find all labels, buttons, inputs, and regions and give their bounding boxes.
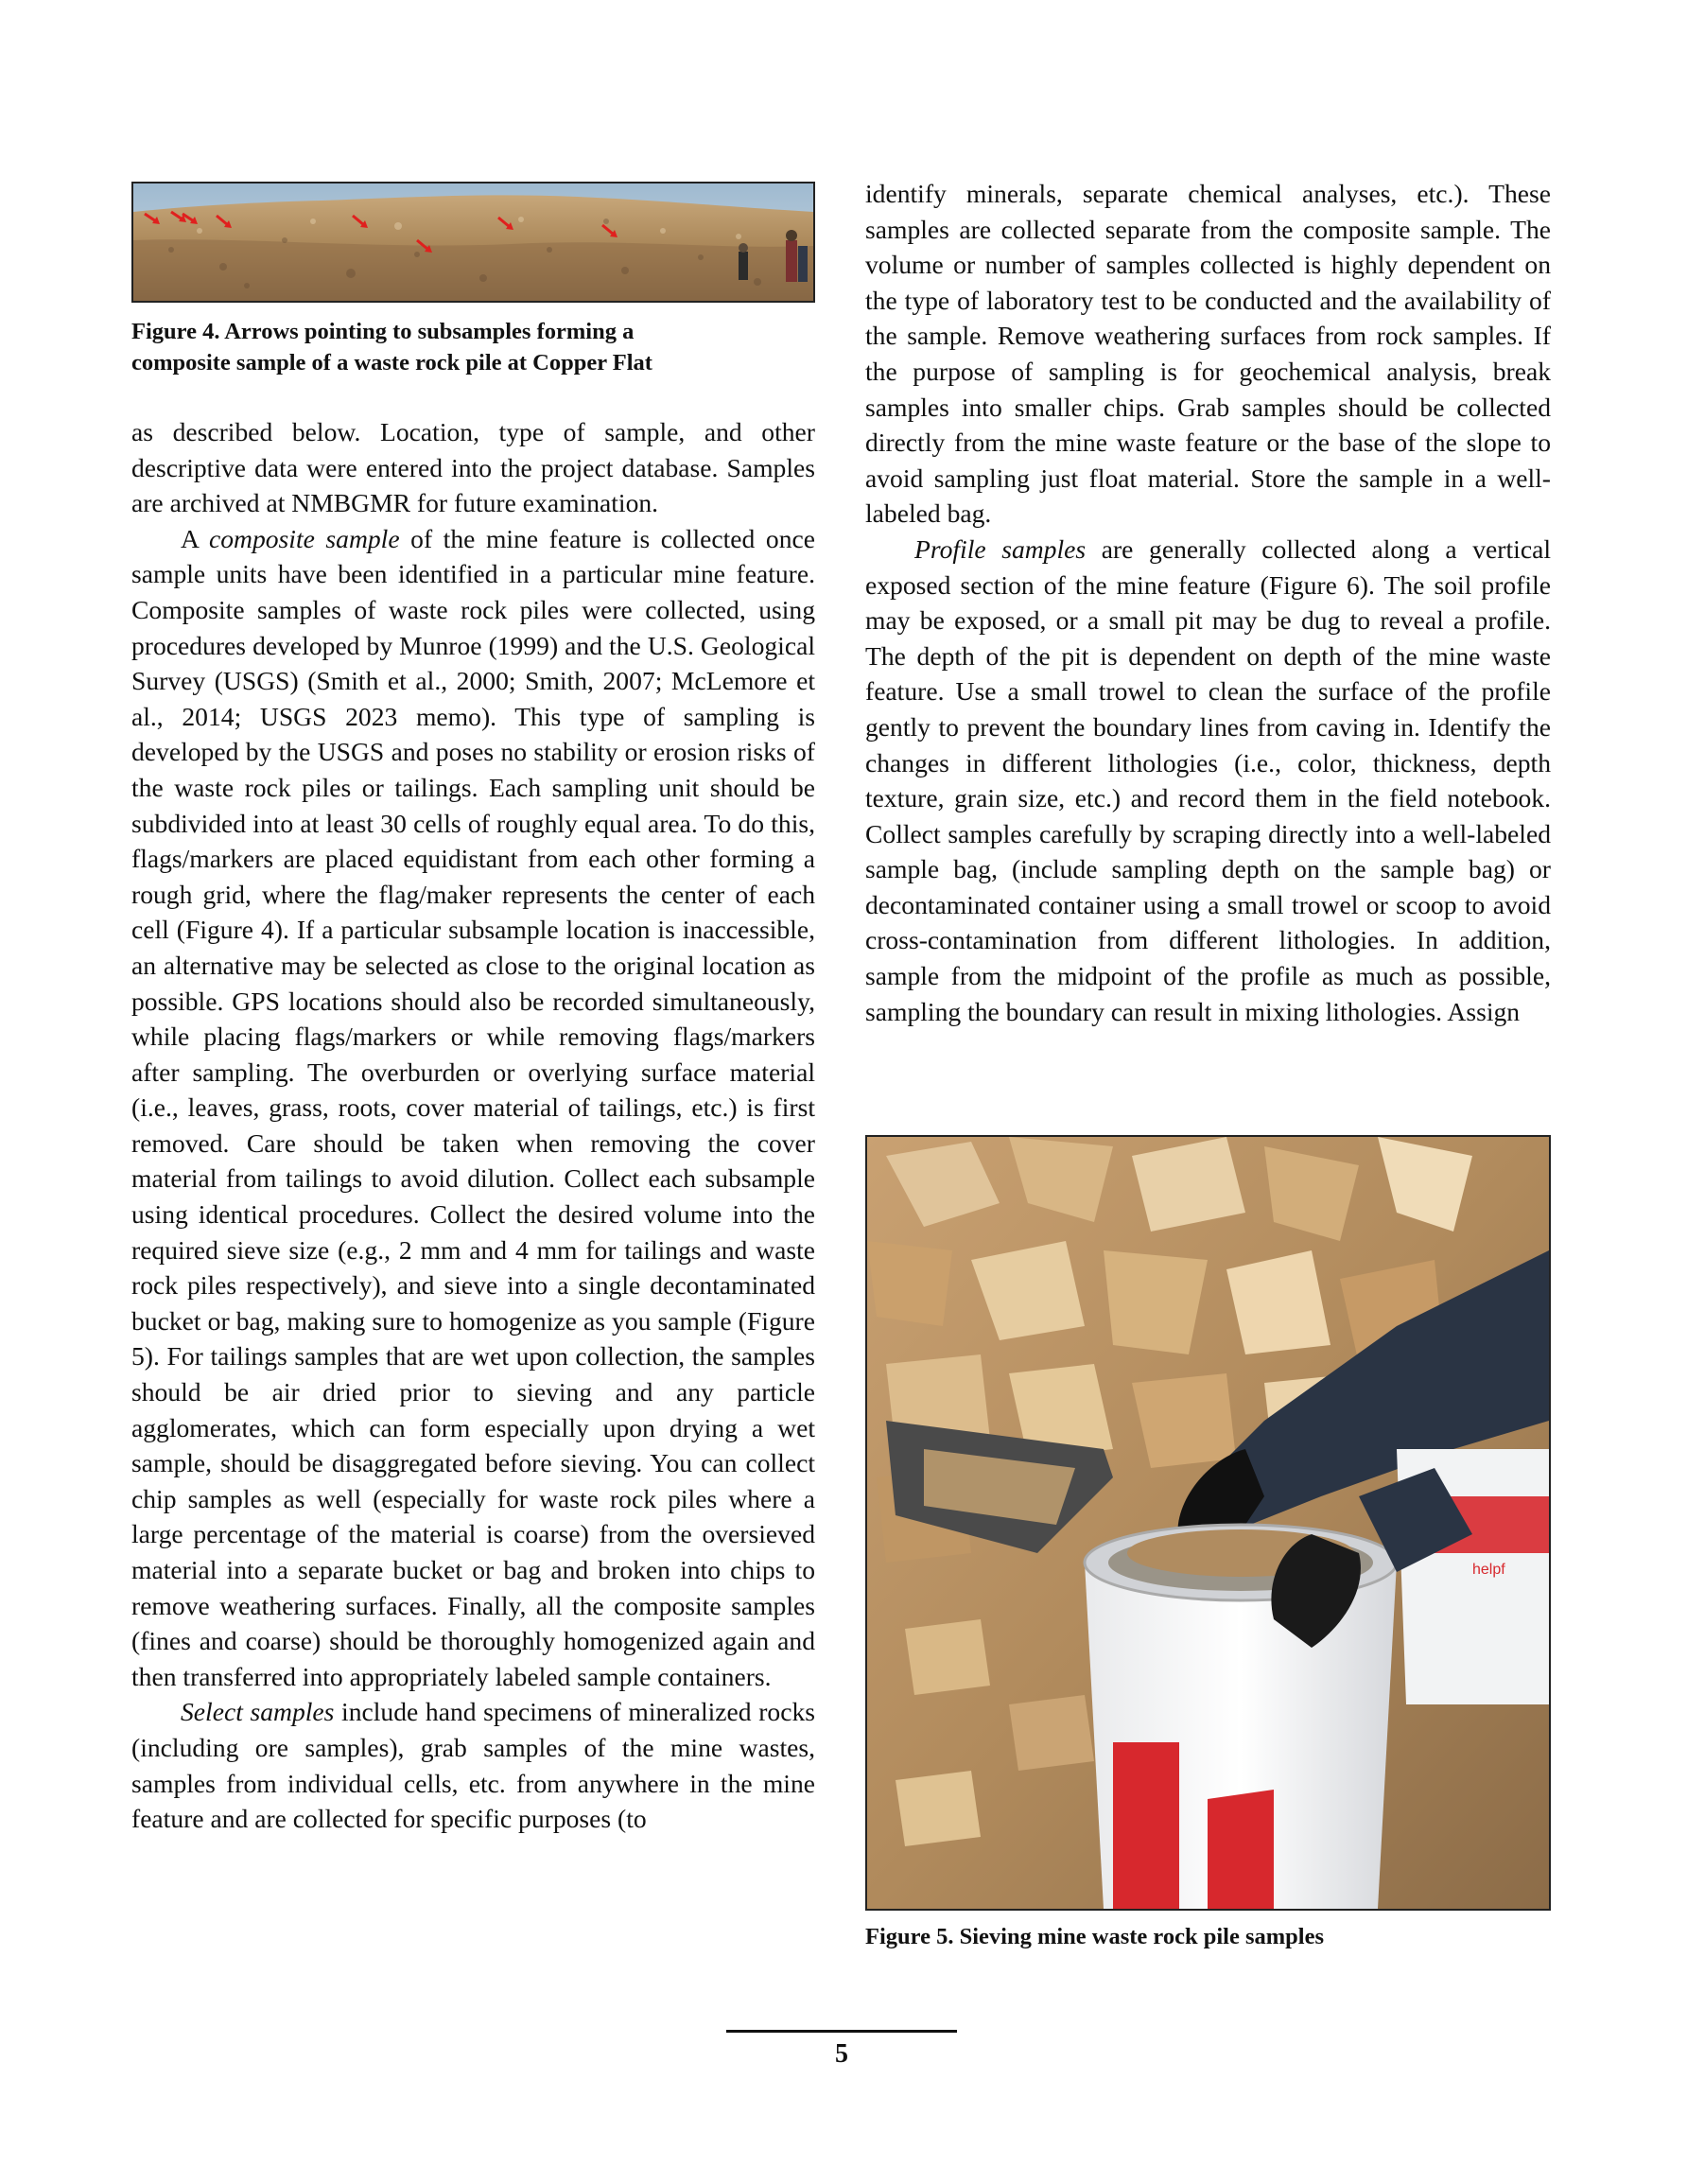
figure-5-photo <box>865 1135 1551 1911</box>
bucket-lettering: helpf <box>1472 1562 1505 1578</box>
paragraph-select-samples <box>131 1694 815 1836</box>
sieving-photo <box>867 1137 1549 1909</box>
paragraph-body: include hand specimens of mineralized rocks (including ore samples), grab samples of the mine wastes, samples from individual cells, etc. from anywhere in the mine feature and are collected for specific purposes (to <box>131 1697 815 1834</box>
figure-4-caption-line-2: composite sample of a waste rock pile at Copper Flat <box>131 350 652 376</box>
right-text-column <box>865 176 1551 1029</box>
paragraph-body: are generally collected along a vertical exposed section of the mine feature (Figure 6). The soil profile may be exposed, or a small pit may be dug to reveal a profile. The depth of the pit is dependent on depth of the mine waste feature. Use a small trowel to clean the surface of the profile gently to prevent the boundary lines from caving in. Identify the changes in different lithologies (i.e., color, thickness, depth texture, grain size, etc.) and record them in the field notebook. Collect samples carefully by scraping directly into a well-labeled sample bag, (include sampling depth on the sample bag) or decontaminated container using a small trowel or scoop to avoid cross-contamination from different lithologies. In addition, sample from the midpoint of the profile as much as possible, sampling the boundary can result in mixing lithologies. Assign <box>865 533 1551 1026</box>
paragraph-body: of the mine feature is collected once sample units have been identified in a particular mine feature. Composite samples of waste rock piles were collected, using procedures developed by Munroe (1999) and the U.S. Geological Survey (USGS) (Smith et al., 2000; Smith, 2007; McLemore et al., 2014; USGS 2023 memo). This type of sampling is developed by the USGS and poses no stability or erosion risks of the waste rock piles or tailings. Each sampling unit should be subdivided into at least 30 cells of roughly equal area. To do this, flags/markers are placed equidistant from each other forming a rough grid, where the flag/maker represents the center of each cell (Figure 4). If a particular subsample location is inaccessible, an alternative may be selected as close to the original location as possible. GPS locations should also be recorded simultaneously, while placing flags/markers or while removing flags/markers after sampling. The overburden or overlying surface material (i.e., leaves, grass, roots, cover material of tailings, etc.) is first removed. Care should be taken when removing the cover material from tailings to avoid dilution. Collect each subsample using identical procedures. Collect the desired volume into the required sieve size (e.g., 2 mm and 4 mm for tailings and waste rock piles respectively), and sieve into a single decontaminated bucket or bag, making sure to homogenize as you sample (Figure 5). For tailings samples that are wet upon collection, the samples should be air dried prior to sieving and any particle agglomerates, which can form especially upon drying a wet sample, should be disaggregated before sieving. You can collect chip samples as well (especially for waste rock piles where a large percentage of the material is coarse) from the oversieved material into a separate bucket or bag and broken into chips to remove weathering surfaces. Finally, all the composite samples (fines and coarse) should be thoroughly homogenized again and then transferred into appropriately labeled sample containers. <box>131 523 815 1691</box>
paragraph-lead: A <box>181 523 199 553</box>
paragraph-profile-samples <box>865 532 1551 1029</box>
paragraph: as described below. Location, type of sample, and other descriptive data were entered into the project database. Samples are archived at NMBGMR for future examination. <box>131 417 815 518</box>
page-number: 5 <box>835 2039 848 2069</box>
paragraph: identify minerals, separate chemical analyses, etc.). These samples are collected separate from the composite sample. The volume or number of samples collected is highly dependent on the type of laboratory test to be conducted and the availability of the sample. Remove weathering surfaces from rock samples. If the purpose of sampling is for geochemical analysis, break samples into smaller chips. Grab samples should be collected directly from the mine waste feature or the base of the slope to avoid sampling just float material. Store the sample in a well-labeled bag. <box>865 179 1551 529</box>
waste-rock-pile-panorama <box>133 183 813 301</box>
page-footer-rule <box>726 2030 957 2033</box>
term-profile-samples: Profile samples <box>914 533 1087 564</box>
figure-4-caption <box>131 316 815 378</box>
paragraph-composite-sample <box>131 521 815 1695</box>
figure-4-photo <box>131 182 815 303</box>
term-composite-sample: composite sample <box>208 523 400 553</box>
figure-4-caption-line-1: Figure 4. Arrows pointing to subsamples forming a <box>131 319 635 344</box>
left-text-column <box>131 414 815 1837</box>
figure-5-caption: Figure 5. Sieving mine waste rock pile samples <box>865 1924 1324 1949</box>
term-select-samples: Select samples <box>181 1697 335 1727</box>
